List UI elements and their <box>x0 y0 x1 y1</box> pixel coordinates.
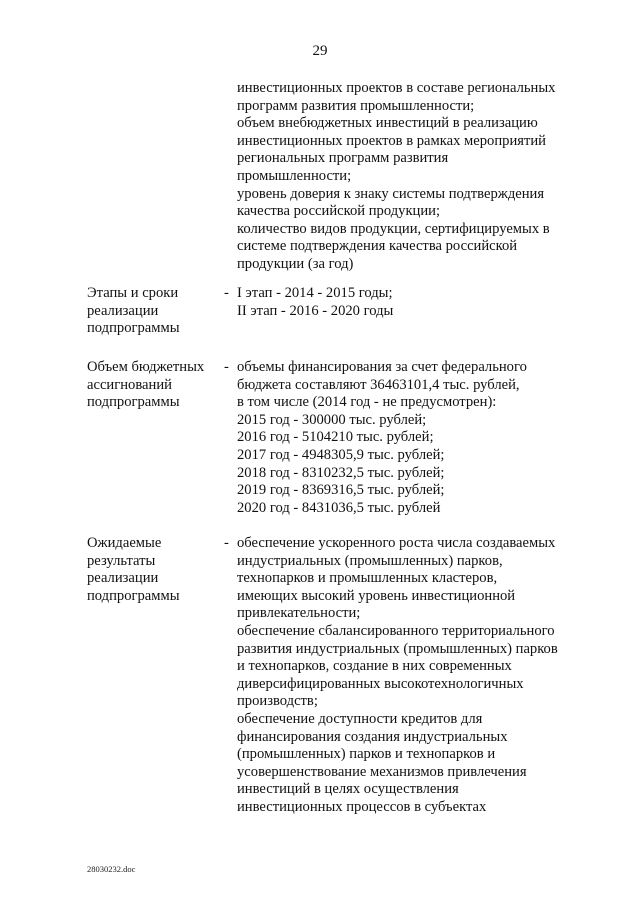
body-line: 2018 год - 8310232,5 тыс. рублей; <box>237 464 445 481</box>
body-line: II этап - 2016 - 2020 годы <box>237 302 394 319</box>
body-line: имеющих высокий уровень инвестиционной <box>237 587 516 604</box>
text-line: уровень доверия к знаку системы подтверждения <box>237 185 545 202</box>
continuation-paragraph <box>237 80 555 274</box>
row-body <box>237 359 527 517</box>
label-line: подпрограммы <box>87 320 180 337</box>
body-line: 2017 год - 4948305,9 тыс. рублей; <box>237 446 445 463</box>
label-line: реализации <box>87 302 159 319</box>
text-line: инвестиционных проектов в рамках мероприятий <box>237 132 546 149</box>
body-line: 2016 год - 5104210 тыс. рублей; <box>237 429 434 446</box>
body-line: в том числе (2014 год - не предусмотрен): <box>237 394 497 411</box>
row-body <box>237 535 558 817</box>
label-line: Этапы и сроки <box>87 285 179 301</box>
body-line: обеспечение доступности кредитов для <box>237 710 483 727</box>
body-line: бюджета составляют 36463101,4 тыс. рублей, <box>237 376 520 393</box>
body-line: диверсифицированных высокотехнологичных <box>237 675 524 692</box>
text-line: продукции (за год) <box>237 255 354 272</box>
row-label <box>87 285 180 338</box>
text-line: промышленности; <box>237 167 352 184</box>
row-dash: - <box>224 285 229 301</box>
text-line: региональных программ развития <box>237 150 449 167</box>
label-line: Объем бюджетных <box>87 359 205 375</box>
page-number: 29 <box>312 43 328 59</box>
body-line: инвестиций в целях осуществления <box>237 781 459 798</box>
body-line: индустриальных (промышленных) парков, <box>237 552 503 569</box>
body-line: привлекательности; <box>237 605 361 622</box>
text-line: количество видов продукции, сертифицируемых в <box>237 220 550 237</box>
body-line: обеспечение ускоренного роста числа создаваемых <box>237 535 556 551</box>
body-line: технопарков и промышленных кластеров, <box>237 570 498 587</box>
body-line: объемы финансирования за счет федерального <box>237 359 527 375</box>
row-label <box>87 359 204 412</box>
body-line: производств; <box>237 693 318 710</box>
label-line: реализации <box>87 570 159 587</box>
body-line: финансирования создания индустриальных <box>237 728 508 745</box>
row-label <box>87 535 180 605</box>
body-line: 2019 год - 8369316,5 тыс. рублей; <box>237 482 445 499</box>
label-line: подпрограммы <box>87 587 180 604</box>
body-line: обеспечение сбалансированного территориального <box>237 622 555 639</box>
body-line: 2015 год - 300000 тыс. рублей; <box>237 411 427 428</box>
body-line: усовершенствование механизмов привлечения <box>237 763 527 780</box>
body-line: развития индустриальных (промышленных) парков <box>237 640 558 657</box>
row-dash: - <box>224 359 229 375</box>
text-line: качества российской продукции; <box>237 203 441 220</box>
row-body <box>237 285 393 320</box>
row-dash: - <box>224 535 229 551</box>
label-line: подпрограммы <box>87 394 180 411</box>
text-line: инвестиционных проектов в составе региональных <box>237 80 556 96</box>
body-line: 2020 год - 8431036,5 тыс. рублей <box>237 499 441 516</box>
document-filename: 28030232.doc <box>87 864 136 874</box>
text-line: системе подтверждения качества российской <box>237 238 518 255</box>
text-line: программ развития промышленности; <box>237 97 475 114</box>
text-line: объем внебюджетных инвестиций в реализацию <box>237 115 538 132</box>
body-line: I этап - 2014 - 2015 годы; <box>237 285 393 301</box>
label-line: Ожидаемые <box>87 535 162 551</box>
body-line: инвестиционных процессов в субъектах <box>237 798 487 815</box>
label-line: ассигнований <box>87 376 172 393</box>
body-line: (промышленных) парков и технопарков и <box>237 746 496 763</box>
body-line: и технопарков, создание в них современных <box>237 658 512 675</box>
label-line: результаты <box>87 552 156 569</box>
